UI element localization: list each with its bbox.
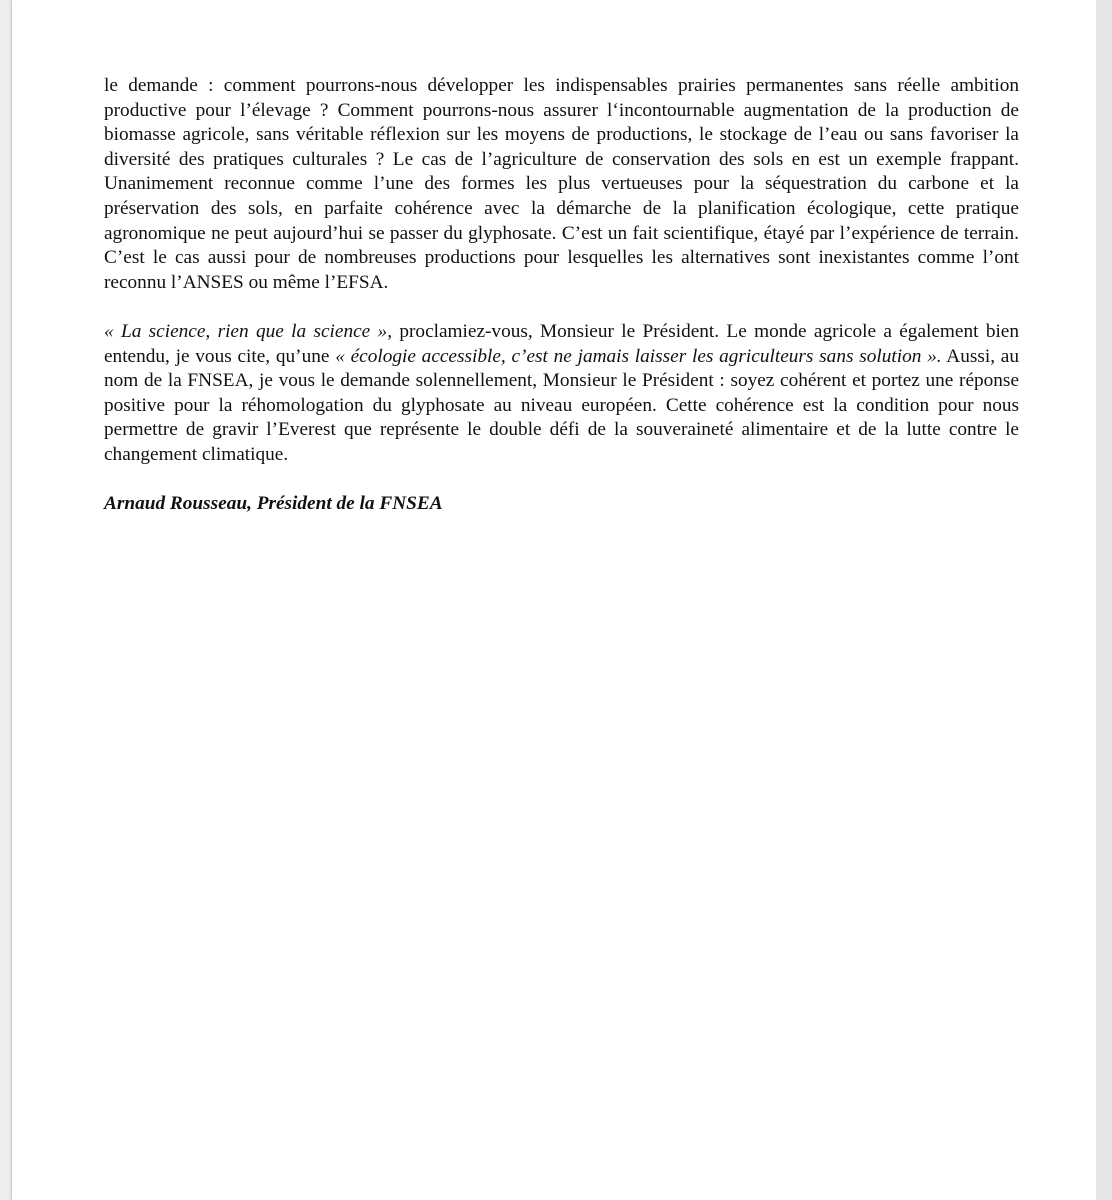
viewer-right-margin (1096, 0, 1112, 1200)
quote-la-science: « La science, rien que la science », (104, 320, 393, 342)
quote-ecologie-accessible: « écologie accessible, c’est ne jamais laisser les agriculteurs sans solution ». (335, 345, 942, 367)
paragraph-2-text-2: Aussi, au nom de la FNSEA, je vous le demande solennellement, Monsieur le Président : soyez cohérent et portez une réponse positive pour la réhomologation du glyphosate au niveau européen. Cette cohérence est la condition pour nous permettre de gravir l’Everest que représente le double défi de la souveraineté alimentaire et de la lutte contre le changement climatique. (104, 345, 1019, 465)
page-content (104, 74, 1019, 517)
document-page (12, 0, 1096, 1200)
paragraph-1: le demande : comment pourrons-nous développer les indispensables prairies permanentes sans réelle ambition productive pour l’élevage ? Comment pourrons-nous assurer l‘incontournable augmentation de la production de biomasse agricole, sans véritable réflexion sur les moyens de productions, le stockage de l’eau ou sans favoriser la diversité des pratiques culturales ? Le cas de l’agriculture de conservation des sols en est un exemple frappant. Unanimement reconnue comme l’une des formes les plus vertueuses pour la séquestration du carbone et la préservation des sols, en parfaite cohérence avec la démarche de la planification écologique, cette pratique agronomique ne peut aujourd’hui se passer du glyphosate. C’est un fait scientifique, étayé par l’expérience de terrain. C’est le cas aussi pour de nombreuses productions pour lesquelles les alternatives sont inexistantes comme l’ont reconnu l’ANSES ou même l’EFSA. (104, 75, 1019, 293)
paragraph-2 (104, 320, 1019, 468)
paragraph-2-text-1: proclamiez-vous, Monsieur le Président. Le monde agricole a également bien entendu, je vous cite, qu’une (104, 320, 1020, 367)
signature: Arnaud Rousseau, Président de la FNSEA (104, 493, 443, 515)
